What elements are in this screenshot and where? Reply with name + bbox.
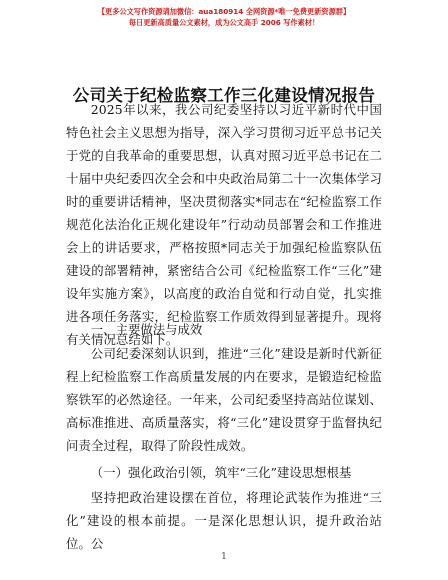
section-heading: 一、主要做法与成效 [90,322,203,337]
document-title: 公司关于纪检监察工作三化建设情况报告 [72,86,376,105]
body-paragraph-continued: 坚持把政治建设摆在首位，将理论武装作为推进“三化”建设的根本前提。一是深化思想认识，提升政治站位。公 [66,490,382,551]
body-paragraph: 公司纪委深刻认识到，推进“三化”建设是新时代新征程上纪检监察工作高质量发展的内在要求，是锻造纪检监察铁军的必然途径。一年来，公司纪委坚持高站位谋划、高标准推进、高质量落实，将“三化”建设贯穿于监督执纪问责全过程，取得了阶段性成效。 [66,346,382,453]
page-number: 1 [221,552,227,562]
promo-banner-line-1: 【更多公文写作资源请加微信：aua180914 全网资源*唯一免费更新资源群】 [97,7,351,16]
promo-banner [0,6,448,28]
promo-banner-line-2: 每日更新高质量公文素材，成为公文高手 2006 写作素材！ [128,18,320,27]
intro-paragraph: 2025年以来，我公司纪委坚持以习近平新时代中国特色社会主义思想为指导，深入学习贯彻习近平总书记关于党的自我革命的重要思想，认真对照习近平总书记在二十届中央纪委四次全会和中央政治局第二十一次集体学习时的重要讲话精神，坚决贯彻落实*同志在“纪检监察工作规范化法治化正规化建设年”行动动员部署会和工作推进会上的讲话要求，严格按照*同志关于加强纪检监察队伍建设的部署精神，紧密结合公司《纪检监察工作“三化”建设年实施方案》，以高度的政治自觉和行动自觉，扎实推进各项任务落实，纪检监察工作质效得到显著提升。现将有关情况总结如下。 [66,102,382,347]
subsection-heading: （一）强化政治引领，筑牢“三化”建设思想根基 [90,465,352,480]
